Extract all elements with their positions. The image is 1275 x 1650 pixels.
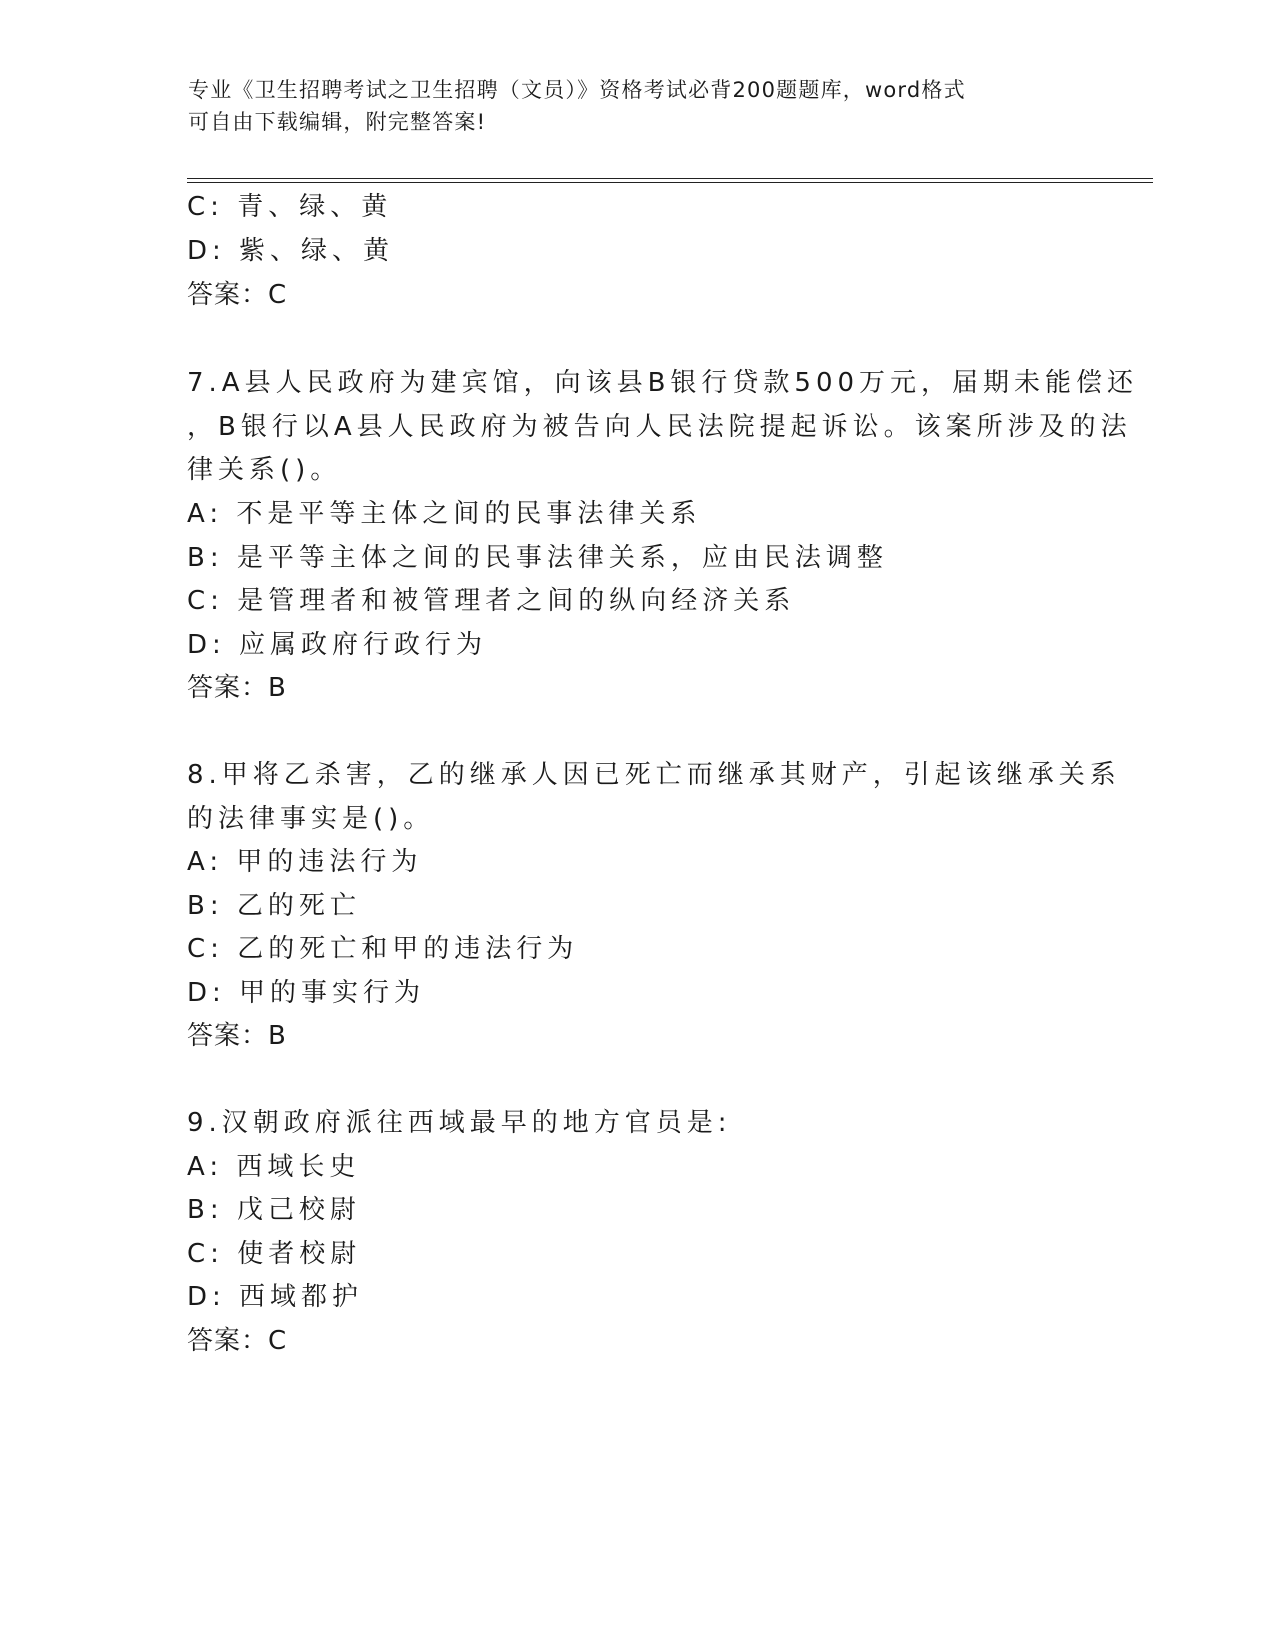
question-9-option-b (187, 1189, 361, 1226)
option-label: C: (187, 192, 224, 222)
question-7-option-b (187, 537, 888, 574)
option-text: 青、绿、黄 (237, 192, 393, 222)
question-7-line-2: ，B银行以A县人民政府为被告向人民法院提起诉讼。该案所涉及的法 (187, 412, 1132, 442)
option-label: A: (187, 499, 224, 529)
option-d-prev (187, 230, 394, 267)
option-label: B: (187, 891, 224, 921)
question-7-option-d (187, 624, 487, 661)
question-8-line-1: 8.甲将乙杀害，乙的继承人因已死亡而继承其财产，引起该继承关系 (187, 760, 1121, 790)
question-8-answer: 答案：B (187, 1021, 287, 1051)
question-9-option-a (187, 1146, 360, 1183)
option-label: A: (187, 1152, 224, 1182)
option-label: C: (187, 1239, 224, 1269)
question-7-line-1: 7.A县人民政府为建宾馆，向该县B银行贷款500万元，届期未能偿还 (187, 368, 1139, 398)
option-text: 不是平等主体之间的民事法律关系 (236, 499, 702, 529)
option-text: 西域长史 (236, 1152, 361, 1182)
question-9-line-1: 9.汉朝政府派往西域最早的地方官员是: (187, 1108, 732, 1138)
question-8-option-b (187, 885, 361, 922)
question-8-option-d (187, 972, 425, 1009)
option-text: 乙的死亡 (236, 891, 361, 921)
document-header (188, 74, 1088, 138)
option-c-prev (187, 186, 392, 223)
header-title-line-2: 可自由下载编辑，附完整答案! (188, 110, 487, 134)
header-divider-bottom (187, 182, 1153, 183)
question-8-option-a (187, 841, 422, 878)
option-label: C: (187, 934, 224, 964)
option-label: D: (187, 236, 226, 266)
question-9-option-d (187, 1276, 363, 1313)
header-divider-top (187, 178, 1153, 179)
question-7-option-c (187, 580, 795, 617)
question-8-line-2: 的法律事实是()。 (187, 804, 435, 834)
question-7-line-3: 律关系()。 (187, 455, 342, 485)
option-label: A: (187, 847, 224, 877)
question-9-answer: 答案：C (187, 1326, 288, 1356)
option-label: B: (187, 543, 224, 573)
option-label: C: (187, 586, 224, 616)
option-text: 戊己校尉 (236, 1195, 361, 1225)
option-text: 西域都护 (239, 1282, 364, 1312)
option-text: 是平等主体之间的民事法律关系，应由民法调整 (236, 543, 888, 573)
option-label: D: (187, 1282, 226, 1312)
option-label: D: (187, 978, 226, 1008)
answer-prev: 答案：C (187, 280, 288, 310)
option-text: 应属政府行政行为 (239, 630, 488, 660)
option-text: 紫、绿、黄 (239, 236, 395, 266)
option-text: 甲的事实行为 (239, 978, 426, 1008)
option-text: 甲的违法行为 (236, 847, 423, 877)
question-9-option-c (187, 1233, 361, 1270)
question-7-option-a (187, 493, 701, 530)
option-text: 是管理者和被管理者之间的纵向经济关系 (237, 586, 796, 616)
header-title-line-1: 专业《卫生招聘考试之卫生招聘（文员）》资格考试必背200题题库，word格式 (188, 78, 966, 102)
option-label: D: (187, 630, 226, 660)
option-text: 使者校尉 (237, 1239, 362, 1269)
option-label: B: (187, 1195, 224, 1225)
question-8-option-c (187, 928, 578, 965)
question-7-answer: 答案：B (187, 673, 287, 703)
option-text: 乙的死亡和甲的违法行为 (237, 934, 579, 964)
